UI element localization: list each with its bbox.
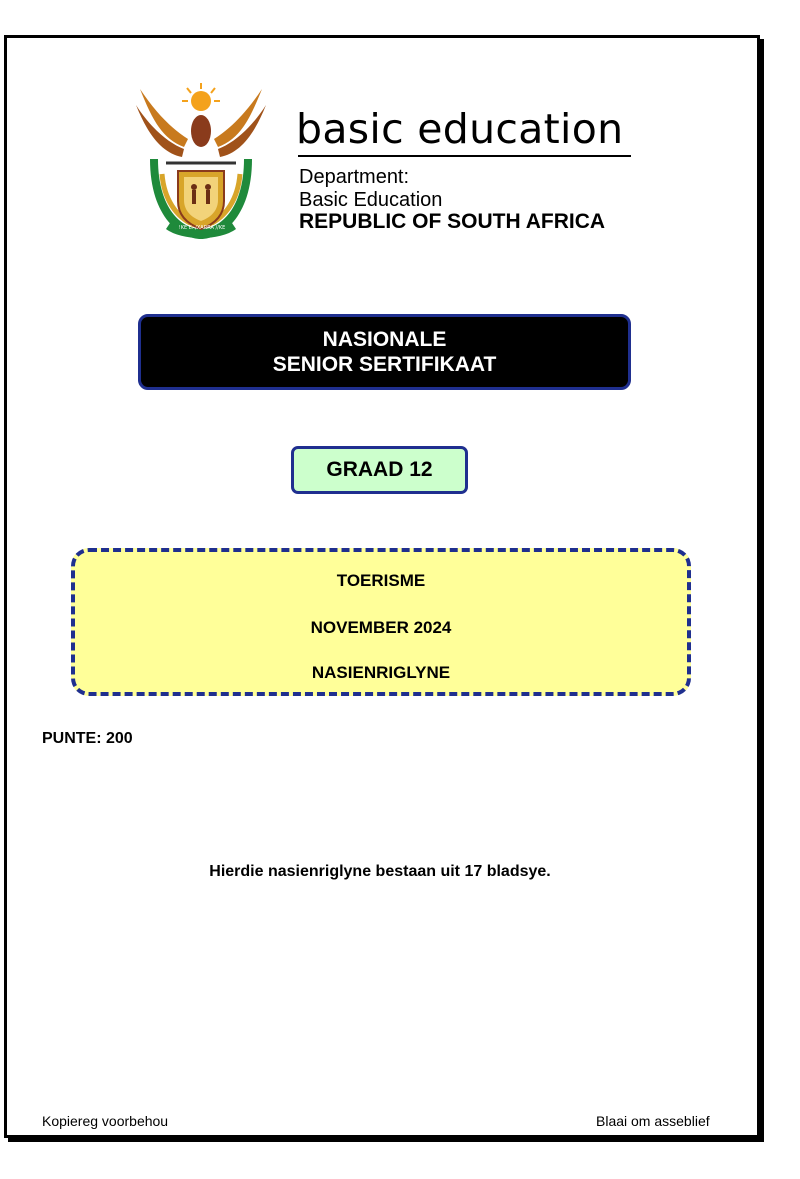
total-marks: PUNTE: 200 bbox=[42, 730, 133, 747]
coat-of-arms-logo bbox=[132, 79, 270, 245]
brand-divider bbox=[298, 155, 631, 157]
department-name: Basic Education bbox=[299, 189, 443, 211]
certificate-line-1: NASIONALE bbox=[322, 328, 447, 351]
certificate-line-2: SENIOR SERTIFIKAAT bbox=[272, 353, 497, 376]
subject-panel bbox=[71, 548, 691, 696]
subject-name: TOERISME bbox=[336, 571, 426, 590]
document-type: NASIENRIGLYNE bbox=[311, 663, 451, 682]
copyright-footer: Kopiereg voorbehou bbox=[42, 1113, 169, 1129]
brand-title: basic education bbox=[296, 105, 624, 153]
department-label: Department: bbox=[299, 166, 410, 188]
country-name: REPUBLIC OF SOUTH AFRICA bbox=[299, 210, 606, 233]
crest-motto: !KE E: /XARRA //KE bbox=[178, 225, 226, 231]
page-count-note: Hierdie nasienriglyne bestaan uit 17 bladsye. bbox=[209, 863, 551, 880]
exam-session: NOVEMBER 2024 bbox=[310, 618, 452, 637]
certificate-banner bbox=[138, 314, 631, 390]
turn-page-footer: Blaai om asseblief bbox=[596, 1113, 710, 1129]
grade-badge bbox=[291, 446, 468, 494]
grade-label: GRAAD 12 bbox=[326, 458, 433, 481]
